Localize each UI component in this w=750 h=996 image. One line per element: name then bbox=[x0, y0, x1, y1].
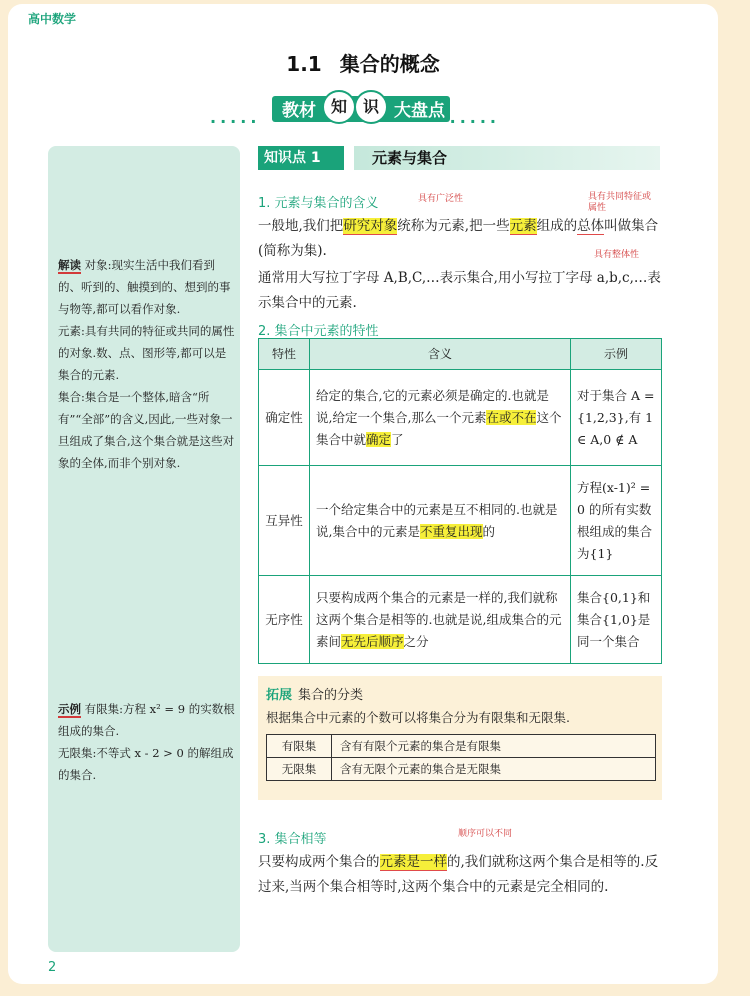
table-row bbox=[259, 370, 662, 466]
property-meaning bbox=[310, 466, 571, 576]
section3-text bbox=[258, 850, 668, 900]
def-highlight-element: 元素 bbox=[509, 218, 537, 234]
equal-text-b: 的,我们就称这两个集合是相等的.反过来,当两个集合相等时,这两个集合中的元素是完全相同的. bbox=[258, 854, 659, 895]
banner-right-text: 大盘点 bbox=[394, 101, 445, 121]
table-row bbox=[259, 466, 662, 576]
property-example: 对于集合 A = {1,2,3},有 1 ∈ A,0 ∉ A bbox=[571, 370, 662, 466]
annotation-order: 顺序可以不同 bbox=[458, 829, 513, 839]
knowledge-point-header bbox=[258, 146, 660, 170]
sidebar-notes bbox=[48, 146, 240, 952]
note-text-object: 对象:现实生活中我们看到的、听到的、触摸到的、想到的事与物等,都可以看作对象. bbox=[58, 258, 231, 316]
section1-notation: 通常用大写拉丁字母 A,B,C,…表示集合,用小写拉丁字母 a,b,c,…表示集合中的元素. bbox=[258, 270, 661, 311]
section3-heading: 3. 集合相等 bbox=[258, 832, 327, 847]
note-text-set: 集合:集合是一个整体,暗含“所有”“全部”的含义,因此,一些对象一旦组成了集合,这个集合就是这些对象的全体,而非个别对象. bbox=[58, 390, 235, 470]
meaning-highlight: 确定 bbox=[366, 431, 392, 447]
kind-name: 无限集 bbox=[267, 758, 332, 781]
table-row bbox=[259, 576, 662, 664]
meaning-text: 只要构成两个集合的元素是一样的,我们就称这两个集合是相等的.也就是说,组成集合的元素间 bbox=[316, 589, 562, 649]
section1-heading: 1. 元素与集合的含义 bbox=[258, 196, 379, 211]
subject-label: 高中数学 bbox=[28, 12, 77, 26]
table-row bbox=[267, 735, 656, 758]
kind-desc: 含有有限个元素的集合是有限集 bbox=[332, 735, 656, 758]
extension-desc: 根据集合中元素的个数可以将集合分为有限集和无限集. bbox=[266, 710, 570, 725]
chapter-title bbox=[8, 48, 718, 77]
property-name: 互异性 bbox=[259, 466, 310, 576]
meaning-text: 这个集合中就 bbox=[316, 409, 562, 447]
note-tag-example: 示例 bbox=[58, 702, 81, 716]
annotation-common-feature: 具有共同特征或属性 bbox=[588, 192, 652, 213]
def-highlight-object: 研究对象 bbox=[343, 218, 398, 234]
extension-title: 集合的分类 bbox=[298, 688, 364, 703]
col-header-meaning: 含义 bbox=[310, 339, 571, 370]
note-text-element: 元素:具有共同的特征或共同的属性的对象.数、点、图形等,都可以是集合的元素. bbox=[58, 324, 235, 382]
table-header-row bbox=[259, 339, 662, 370]
note-tag-interpretation: 解读 bbox=[58, 258, 81, 272]
meaning-text: 的 bbox=[482, 523, 496, 539]
extension-tag: 拓展 bbox=[266, 688, 293, 703]
meaning-text: 给定的集合,它的元素必须是确定的.也就是说,给定一个集合,那么一个元素 bbox=[316, 387, 549, 425]
property-name: 确定性 bbox=[259, 370, 310, 466]
chapter-name: 集合的概念 bbox=[339, 52, 440, 76]
def-underline-whole: 总体 bbox=[577, 218, 605, 234]
note-example bbox=[58, 698, 236, 786]
meaning-highlight: 在或不在 bbox=[486, 409, 537, 425]
meaning-text: 一个给定集合中的元素是互不相同的.也就是说,集合中的元素是 bbox=[316, 501, 558, 539]
table-row bbox=[267, 758, 656, 781]
def-text-c: 组成的 bbox=[536, 218, 578, 234]
def-text-d: 叫做集合(简称为集). bbox=[258, 218, 659, 259]
kind-desc: 含有无限个元素的集合是无限集 bbox=[332, 758, 656, 781]
property-example: 集合{0,1}和集合{1,0}是同一个集合 bbox=[571, 576, 662, 664]
note-interpretation bbox=[58, 254, 236, 474]
meaning-text: 了 bbox=[391, 431, 404, 447]
kind-name: 有限集 bbox=[267, 735, 332, 758]
property-example: 方程(x-1)² = 0 的所有实数根组成的集合为{1} bbox=[571, 466, 662, 576]
page-number: 2 bbox=[48, 960, 57, 975]
banner-circle-2: 识 bbox=[354, 90, 388, 124]
knowledge-point-title: 元素与集合 bbox=[354, 146, 660, 170]
extension-box bbox=[258, 676, 662, 800]
col-header-property: 特性 bbox=[259, 339, 310, 370]
equal-text-a: 只要构成两个集合的 bbox=[258, 854, 380, 870]
properties-table bbox=[258, 338, 662, 664]
banner-left-text: 教材 bbox=[282, 101, 316, 121]
meaning-highlight: 不重复出现 bbox=[419, 523, 483, 539]
equal-highlight: 元素是一样 bbox=[379, 854, 447, 870]
meaning-highlight: 无先后顺序 bbox=[341, 633, 404, 649]
note-text-finite: 有限集:方程 x² = 9 的实数根组成的集合. bbox=[58, 702, 235, 738]
annotation-whole: 具有整体性 bbox=[594, 250, 640, 260]
banner-dots-right: ····· bbox=[449, 112, 500, 131]
annotation-broad: 具有广泛性 bbox=[418, 194, 464, 204]
col-header-example: 示例 bbox=[571, 339, 662, 370]
property-meaning bbox=[310, 370, 571, 466]
property-meaning bbox=[310, 576, 571, 664]
section-banner bbox=[210, 92, 500, 131]
note-text-infinite: 无限集:不等式 x - 2 > 0 的解组成的集合. bbox=[58, 746, 234, 782]
knowledge-point-label: 知识点 1 bbox=[258, 146, 344, 170]
set-kinds-table bbox=[266, 734, 656, 781]
banner-dots-left: ····· bbox=[210, 112, 261, 131]
section2-heading: 2. 集合中元素的特性 bbox=[258, 324, 379, 339]
banner-circle-1: 知 bbox=[322, 90, 356, 124]
property-name: 无序性 bbox=[259, 576, 310, 664]
extension-head bbox=[266, 684, 363, 703]
def-text-b: 统称为元素,把一些 bbox=[397, 218, 510, 234]
def-text-a: 一般地,我们把 bbox=[258, 218, 344, 234]
chapter-number: 1.1 bbox=[286, 52, 322, 76]
section1-definition bbox=[258, 214, 668, 264]
meaning-text: 之分 bbox=[403, 633, 429, 649]
